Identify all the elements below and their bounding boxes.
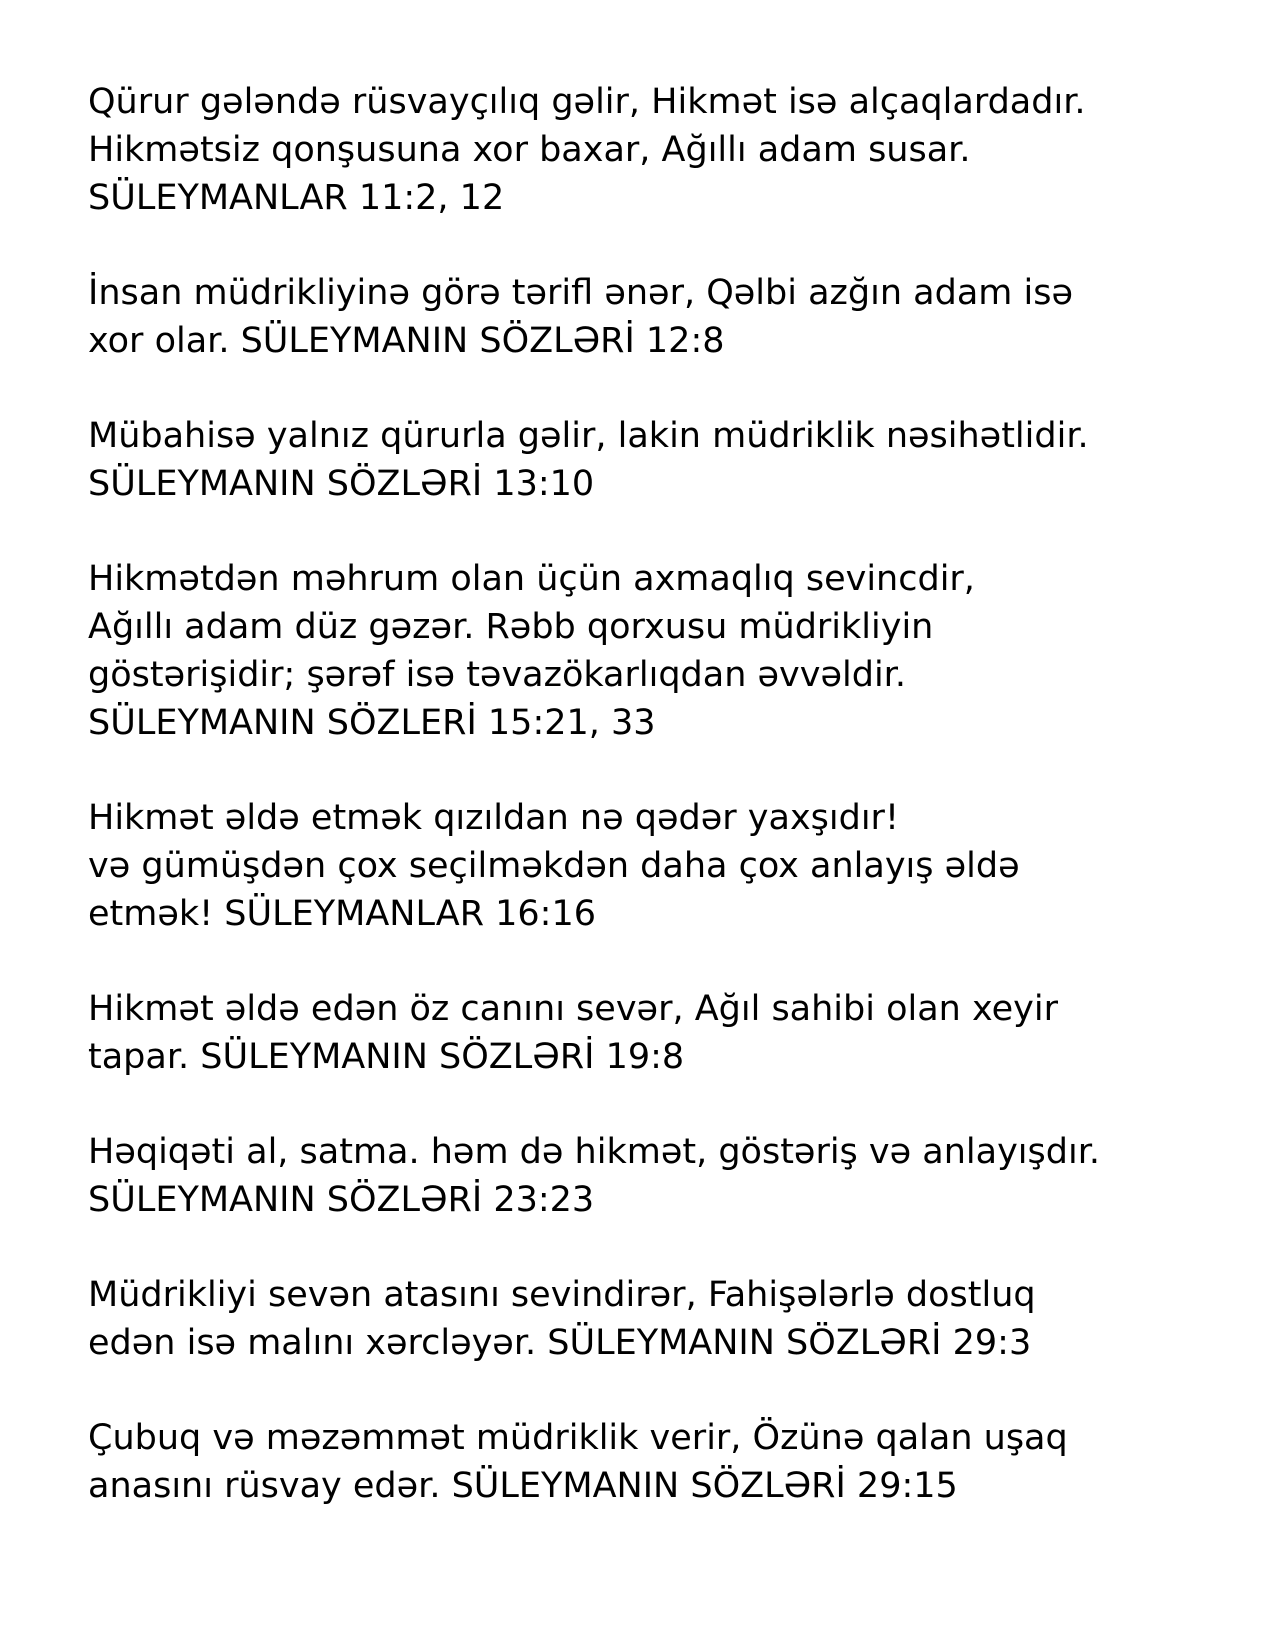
verse-line: və gümüşdən çox seçilməkdən daha çox anlayış əldə bbox=[88, 846, 1020, 886]
verse-line: Hikmətdən məhrum olan üçün axmaqlıq sevincdir, bbox=[88, 559, 975, 599]
verse-line: etmək! SÜLEYMANLAR 16:16 bbox=[88, 894, 597, 934]
verse-line: SÜLEYMANLAR 11:2, 12 bbox=[88, 178, 505, 218]
verse-line: tapar. SÜLEYMANIN SÖZLƏRİ 19:8 bbox=[88, 1037, 685, 1077]
verse-line: Qürur gələndə rüsvayçılıq gəlir, Hikmət isə alçaqlardadır. bbox=[88, 82, 1086, 122]
verse-line: İnsan müdrikliyinə görə tərifl ənər, Qəlbi azğın adam isə bbox=[88, 273, 1073, 313]
verse-line: Mübahisə yalnız qürurla gəlir, lakin müdriklik nəsihətlidir. bbox=[88, 416, 1089, 456]
verse-paragraph bbox=[88, 1128, 1268, 1224]
verse-line: Hikmət əldə edən öz canını sevər, Ağıl sahibi olan xeyir bbox=[88, 989, 1058, 1029]
verse-line: SÜLEYMANIN SÖZLERİ 15:21, 33 bbox=[88, 703, 656, 743]
verse-paragraph bbox=[88, 985, 1268, 1081]
verse-line: SÜLEYMANIN SÖZLƏRİ 13:10 bbox=[88, 464, 595, 504]
verse-line: Çubuq və məzəmmət müdriklik verir, Özünə qalan uşaq bbox=[88, 1418, 1068, 1458]
verse-line: xor olar. SÜLEYMANIN SÖZLƏRİ 12:8 bbox=[88, 321, 725, 361]
verse-list bbox=[88, 78, 1268, 1557]
verse-line: Hikmət əldə etmək qızıldan nə qədər yaxşıdır! bbox=[88, 798, 899, 838]
verse-paragraph bbox=[88, 269, 1268, 365]
verse-line: Ağıllı adam düz gəzər. Rəbb qorxusu müdrikliyin bbox=[88, 607, 934, 647]
verse-line: anasını rüsvay edər. SÜLEYMANIN SÖZLƏRİ 29:15 bbox=[88, 1466, 958, 1506]
verse-paragraph bbox=[88, 1414, 1268, 1510]
verse-paragraph bbox=[88, 555, 1268, 747]
verse-paragraph bbox=[88, 78, 1268, 222]
verse-line: SÜLEYMANIN SÖZLƏRİ 23:23 bbox=[88, 1180, 595, 1220]
verse-line: Müdrikliyi sevən atasını sevindirər, Fahişələrlə dostluq bbox=[88, 1275, 1036, 1315]
verse-paragraph bbox=[88, 794, 1268, 938]
verse-line: göstərişidir; şərəf isə təvazökarlıqdan əvvəldir. bbox=[88, 655, 906, 695]
verse-paragraph bbox=[88, 1271, 1268, 1367]
verse-line: Həqiqəti al, satma. həm də hikmət, göstəriş və anlayışdır. bbox=[88, 1132, 1101, 1172]
verse-paragraph bbox=[88, 412, 1268, 508]
verse-line: Hikmətsiz qonşusuna xor baxar, Ağıllı adam susar. bbox=[88, 130, 971, 170]
verse-line: edən isə malını xərcləyər. SÜLEYMANIN SÖZLƏRİ 29:3 bbox=[88, 1323, 1032, 1363]
